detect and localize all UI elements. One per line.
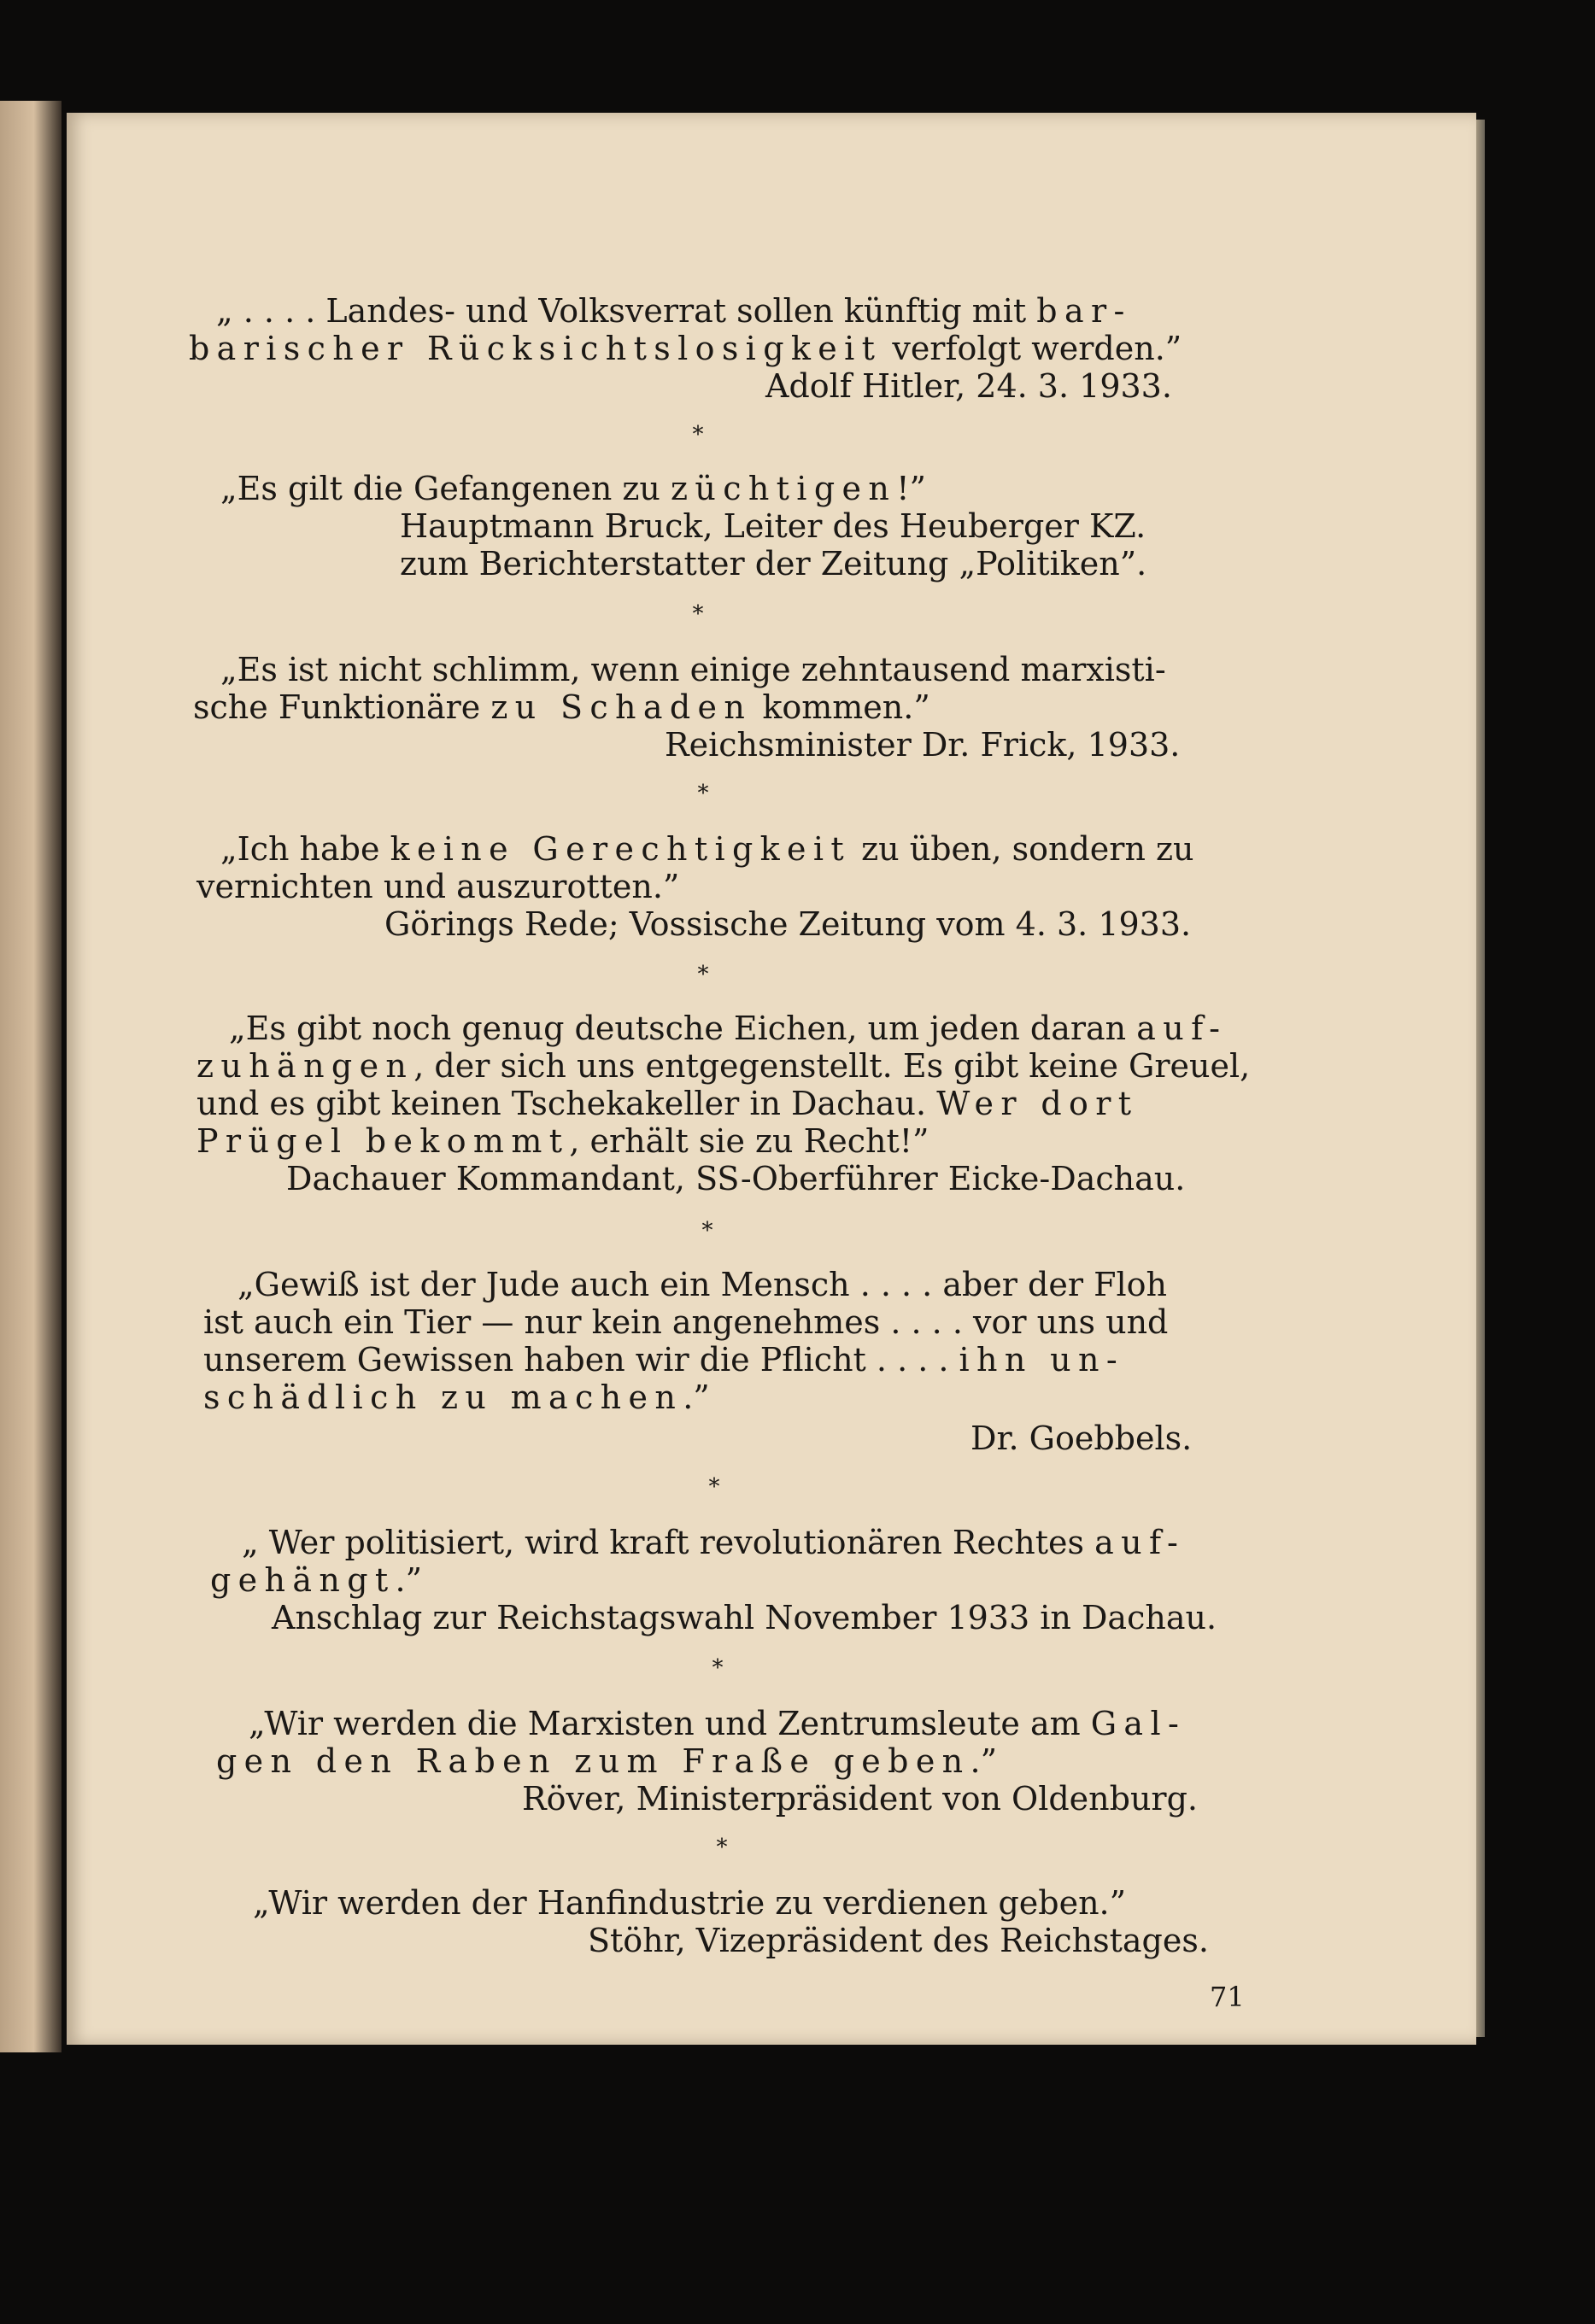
page-text: [67, 113, 1476, 2045]
separator-star: *: [701, 1218, 713, 1244]
quote-8-line-2: gen den Raben zum Fraße geben.”: [216, 1742, 998, 1780]
quote-6-line-1: „Gewiß ist der Jude auch ein Mensch . . . . aber der Floh: [237, 1266, 1167, 1303]
quote-4-line-1: „Ich habe keine Gerechtigkeit zu üben, sondern zu: [220, 830, 1194, 868]
quote-2-source-2: zum Berichterstatter der Zeitung „Politiken”.: [400, 545, 1147, 582]
quote-7-line-2: gehängt.”: [210, 1561, 423, 1599]
quote-6-line-3: unserem Gewissen haben wir die Pflicht . . . . ihn un-: [203, 1341, 1125, 1379]
quote-6-line-2: ist auch ein Tier — nur kein angenehmes . . . . vor uns und: [203, 1303, 1169, 1341]
quote-8-line-1: „Wir werden die Marxisten und Zentrumsleute am Gal-: [249, 1705, 1187, 1742]
quote-6-source: Dr. Goebbels.: [970, 1420, 1193, 1457]
quote-3-line-2: sche Funktionäre zu Schaden kommen.”: [193, 688, 930, 726]
quote-6-line-4: schädlich zu machen.”: [203, 1379, 710, 1416]
separator-star: *: [697, 781, 709, 806]
quote-5-line-1: „Es gibt noch genug deutsche Eichen, um jeden daran auf-: [229, 1010, 1228, 1047]
quote-4-source: Görings Rede; Vossische Zeitung vom 4. 3. 1933.: [384, 905, 1192, 943]
quote-9-line-1: „Wir werden der Hanfindustrie zu verdienen geben.”: [253, 1884, 1127, 1922]
separator-star: *: [697, 962, 709, 987]
quote-1-source: Adolf Hitler, 24. 3. 1933.: [765, 367, 1172, 405]
quote-5-line-3: und es gibt keinen Tschekakeller in Dachau. Wer dort: [196, 1085, 1139, 1122]
quote-5-line-4: Prügel bekommt, erhält sie zu Recht!”: [196, 1122, 929, 1160]
separator-star: *: [716, 1835, 728, 1860]
right-page-edge: [1476, 120, 1485, 2037]
page-number: 71: [1210, 1981, 1245, 2013]
quote-5-line-2: zuhängen, der sich uns entgegenstellt. Es gibt keine Greuel,: [196, 1047, 1251, 1085]
separator-star: *: [712, 1655, 724, 1681]
quote-2-line-1: „Es gilt die Gefangenen zu züchtigen!”: [220, 470, 926, 507]
quote-4-line-2: vernichten und auszurotten.”: [196, 868, 680, 905]
left-page-edge: [0, 101, 62, 2052]
quote-2-source-1: Hauptmann Bruck, Leiter des Heuberger KZ.: [400, 507, 1146, 545]
quote-7-source: Anschlag zur Reichstagswahl November 1933 in Dachau.: [272, 1599, 1217, 1636]
quote-3-source: Reichsminister Dr. Frick, 1933.: [665, 726, 1181, 764]
separator-star: *: [692, 601, 704, 627]
separator-star: *: [708, 1474, 720, 1500]
quote-3-line-1: „Es ist nicht schlimm, wenn einige zehntausend marxisti-: [220, 651, 1166, 688]
book-page: [67, 113, 1476, 2045]
quote-5-source: Dachauer Kommandant, SS-Oberführer Eicke-Dachau.: [286, 1160, 1186, 1197]
separator-star: *: [692, 422, 704, 448]
quote-1-line-2: barischer Rücksichtslosigkeit verfolgt werden.”: [189, 330, 1182, 367]
quote-8-source: Röver, Ministerpräsident von Oldenburg.: [522, 1780, 1199, 1818]
quote-9-source: Stöhr, Vizepräsident des Reichstages.: [588, 1922, 1209, 1959]
quote-1-line-1: „ . . . . Landes- und Volksverrat sollen künftig mit bar-: [216, 292, 1132, 330]
quote-7-line-1: „ Wer politisiert, wird kraft revolutionären Rechtes auf-: [242, 1524, 1186, 1561]
